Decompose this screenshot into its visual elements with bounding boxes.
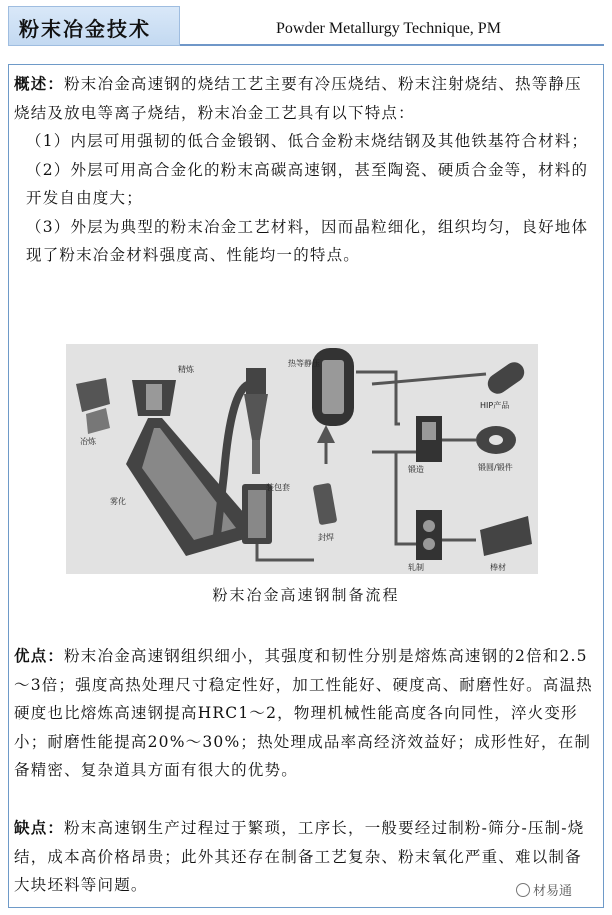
label-rolling: 轧制 xyxy=(408,563,424,572)
label-sealing: 封焊 xyxy=(318,533,334,542)
overview-item-2: （2）外层可用高合金化的粉末高碳高速钢，甚至陶瓷、硬质合金等，材料的开发自由度大； xyxy=(26,160,589,207)
advantages-text: 粉末冶金高速钢组织细小，其强度和韧性分别是熔炼高速钢的2倍和2.5～3倍；强度高热处理尺寸稳定性好，加工性能好、硬度高、耐磨性好。高温热硬度也比熔炼高速钢提高HRC1～2，物理机械性能高度各向同性，淬火变形小；耐磨性能提高20%～30%；热处理成品率高经济效益好；成形性好，在制备精密、复杂道具方面有很大的优势。 xyxy=(14,647,593,779)
process-diagram xyxy=(66,344,538,574)
label-forging: 锻造 xyxy=(408,465,424,474)
disadvantages-text: 粉末高速钢生产过程过于繁琐，工序长，一般要经过制粉-筛分-压制-烧结，成本高价格昂贵；此外其还存在制备工艺复杂、粉末氧化严重、难以制备大块坯料等问题。 xyxy=(14,819,585,894)
label-bar: 棒材 xyxy=(490,563,506,572)
label-smelting: 冶炼 xyxy=(80,437,96,446)
watermark-text: 材易通 xyxy=(533,884,573,899)
cyclone xyxy=(246,368,266,394)
label-packing: 装包套 xyxy=(266,483,290,492)
hip-product xyxy=(484,358,528,397)
sealing-can xyxy=(313,483,338,526)
overview-text: 粉末冶金高速钢的烧结工艺主要有冷压烧结、粉末注射烧结、热等静压烧结及放电等离子烧结，粉末冶金工艺具有以下特点： xyxy=(14,75,582,122)
overview-label: 概述： xyxy=(14,74,65,93)
furnace-shape xyxy=(76,378,110,412)
label-refining: 精炼 xyxy=(178,365,194,374)
diagram-caption: 粉末冶金高速钢制备流程 xyxy=(212,586,400,604)
header-rule xyxy=(180,44,604,46)
page-title: 粉末冶金技术 xyxy=(19,17,151,41)
watermark xyxy=(516,880,572,899)
label-hip-press: 热等静压 xyxy=(288,359,320,368)
disadvantages-label: 缺点： xyxy=(14,818,65,837)
rolling-mill xyxy=(416,510,442,560)
bar-product xyxy=(480,516,532,556)
advantages-label: 优点： xyxy=(14,646,65,665)
label-atomizing: 雾化 xyxy=(110,497,126,506)
advantages-section xyxy=(14,642,594,785)
label-forged: 锻圆/锻件 xyxy=(478,463,513,472)
english-title: Powder Metallurgy Technique, PM xyxy=(276,20,501,37)
title-box xyxy=(8,6,180,46)
label-hip-product: HIP产品 xyxy=(480,401,510,410)
wechat-icon xyxy=(516,883,530,897)
disadvantages-section xyxy=(14,814,594,900)
overview-section xyxy=(14,70,594,270)
overview-item-1: （1）内层可用强韧的低合金锻钢、低合金粉末烧结钢及其他铁基符合材料； xyxy=(26,132,589,150)
page-header xyxy=(8,6,604,46)
overview-item-3: （3）外层为典型的粉末冶金工艺材料，因而晶粒细化，组织均匀，良好地体现了粉末冶金材料强度高、性能均一的特点。 xyxy=(26,217,589,264)
